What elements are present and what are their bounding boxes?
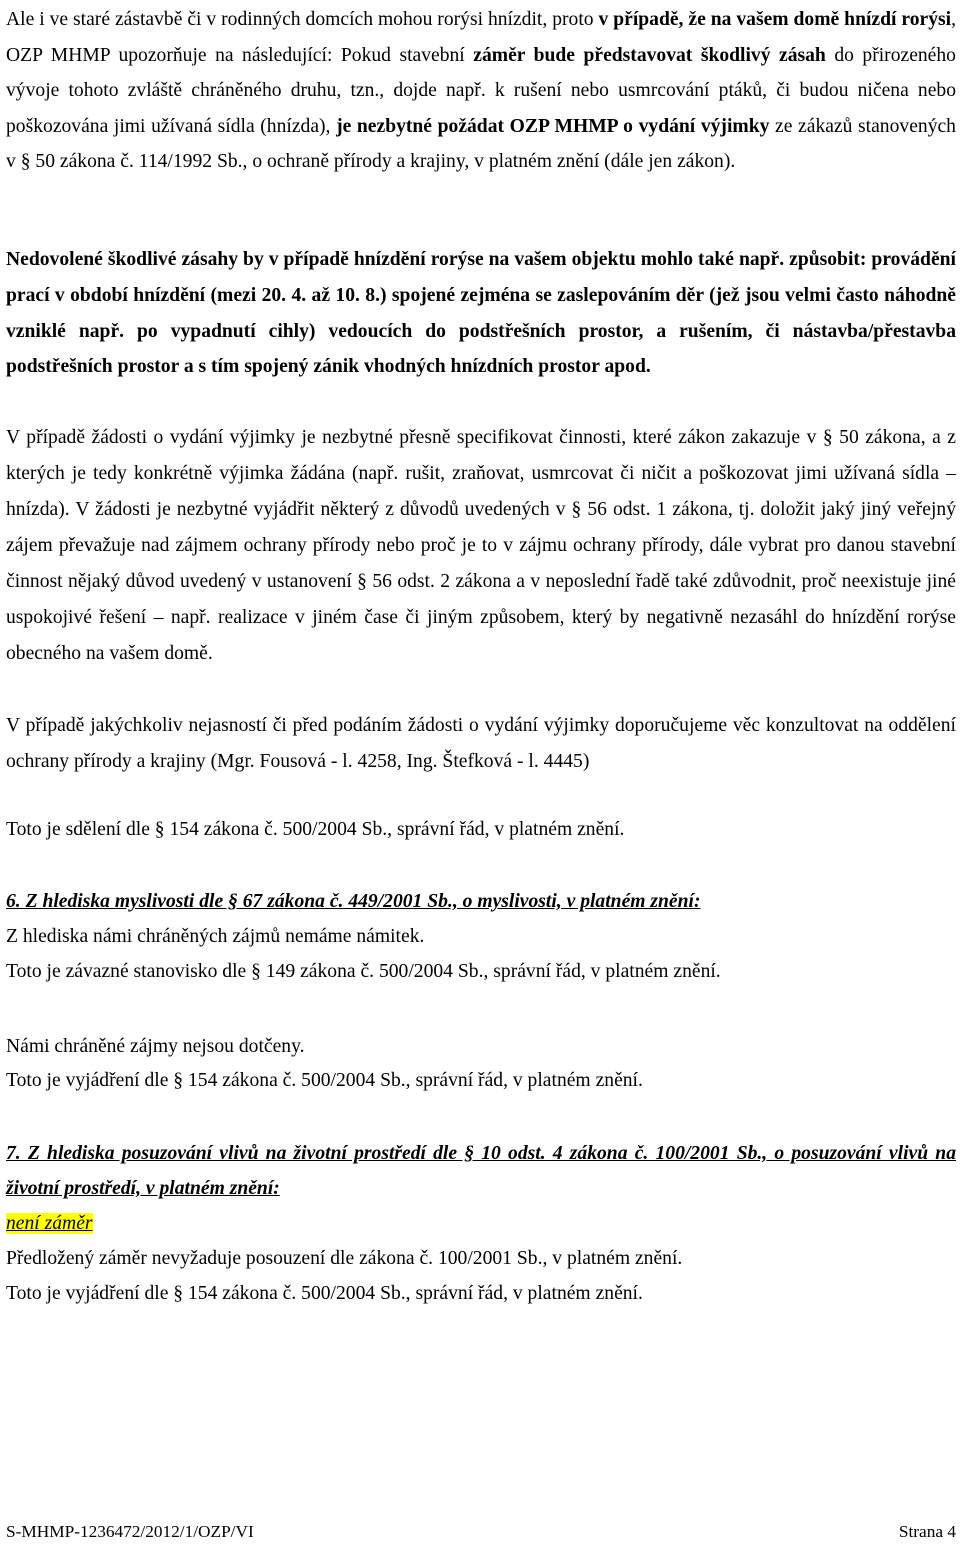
bold-text: Nedovolené škodlivé zásahy by v případě hnízdění rorýse na vašem objektu mohlo také např. způsobit: provádění prací v období hnízdění (mezi 20. 4. až 10. 8.) spojené zejména se zaslepováním děr (jež jsou velmi často náhodně vzniklé např. po vypadnutí cihly) vedoucích do podstřešních prostor, a rušením, či nástavba/přestavba podstřešních prostor a s tím spojený zánik vhodných hnízdních prostor apod. bbox=[6, 249, 956, 378]
highlight-line bbox=[6, 1206, 956, 1241]
section-line: Toto je závazné stanovisko dle § 149 zákona č. 500/2004 Sb., správní řád, v platném znění. bbox=[6, 961, 721, 982]
section-heading-text: 7. Z hlediska posuzování vlivů na životní prostředí dle § 10 odst. 4 zákona č. 100/2001 Sb., o posuzování vlivů na životní prostředí, v platném znění: bbox=[6, 1143, 956, 1199]
text: do přirozeného vývoje tohoto zvláště chráněného druhu, tzn., dojde např. k rušení nebo usmrcování ptáků, či budou ničena nebo poškozována jimi užívaná sídla (hnízda), bbox=[6, 44, 956, 137]
highlighted-text: není záměr bbox=[6, 1213, 93, 1234]
section-line: Z hlediska námi chráněných zájmů nemáme námitek. bbox=[6, 926, 425, 947]
section-line: Předložený záměr nevyžaduje posouzení dle zákona č. 100/2001 Sb., v platném znění. bbox=[6, 1248, 683, 1269]
document-reference: S-MHMP-1236472/2012/1/OZP/VI bbox=[6, 1522, 254, 1541]
page-footer bbox=[6, 1522, 956, 1542]
text: Ale i ve staré zástavbě či v rodinných domcích mohou rorýsi hnízdit, proto bbox=[6, 9, 599, 30]
paragraph-exception-request: V případě žádosti o vydání výjimky je nezbytné přesně specifikovat činnosti, které zákon zakazuje v § 50 zákona, a z kterých je tedy konkrétně výjimka žádána (např. rušit, zraňovat, usmrcovat či ničit a poškozovat jimi užívaná sídla – hnízda). V žádosti je nezbytné vyjádřit některý z důvodů uvedených v § 56 odst. 1 zákona, tj. doložit jaký jiný veřejný zájem převažuje nad zájmem ochrany přírody nebo proč je to v zájmu ochrany přírody, dále vybrat pro danou stavební činnost nějaký důvod uvedený v ustanovení § 56 odst. 2 zákona a v neposlední řadě také zdůvodnit, proč neexistuje jiné uspokojivé řešení – např. realizace v jiném čase či jiným způsobem, který by negativně nezasáhl do hnízdění rorýse obecného na vašem domě. bbox=[6, 427, 956, 664]
paragraph-swifts-intro bbox=[6, 2, 956, 180]
text: ze zákazů stanovených v § 50 zákona č. 114/1992 Sb., o ochraně přírody a krajiny, v platném znění (dále jen zákon). bbox=[6, 115, 956, 173]
section-heading-text: 6. Z hlediska myslivosti dle § 67 zákona č. 449/2001 Sb., o myslivosti, v platném znění: bbox=[6, 891, 701, 912]
bold-text: je nezbytné požádat OZP MHMP o vydání výjimky bbox=[336, 115, 770, 137]
paragraph-consultation: V případě jakýchkoliv nejasností či před podáním žádosti o vydání výjimky doporučujeme věc konzultovat na oddělení ochrany přírody a krajiny (Mgr. Fousová - l. 4258, Ing. Štefková - l. 4445) bbox=[6, 715, 956, 772]
bold-text: v případě, že na vašem domě hnízdí rorýsi bbox=[598, 9, 952, 30]
text-line: Toto je vyjádření dle § 154 zákona č. 500/2004 Sb., správní řád, v platném znění. bbox=[6, 1070, 643, 1091]
paragraph-notice: Toto je sdělení dle § 154 zákona č. 500/2004 Sb., správní řád, v platném znění. bbox=[6, 819, 625, 840]
paragraph-harmful-interventions bbox=[6, 242, 956, 385]
section-heading bbox=[6, 884, 956, 919]
section-heading bbox=[6, 1136, 956, 1206]
text: , OZP MHMP upozorňuje na následující: Pokud stavební bbox=[6, 9, 956, 66]
text-line: Námi chráněné zájmy nejsou dotčeny. bbox=[6, 1036, 305, 1057]
section-environmental-impact bbox=[6, 1136, 956, 1311]
section-line: Toto je vyjádření dle § 154 zákona č. 500/2004 Sb., správní řád, v platném znění. bbox=[6, 1283, 643, 1304]
paragraph-not-affected bbox=[6, 1030, 643, 1098]
page-number: Strana 4 bbox=[898, 1522, 956, 1541]
section-hunting bbox=[6, 884, 956, 989]
bold-text: záměr bude představovat škodlivý zásah bbox=[473, 44, 826, 66]
